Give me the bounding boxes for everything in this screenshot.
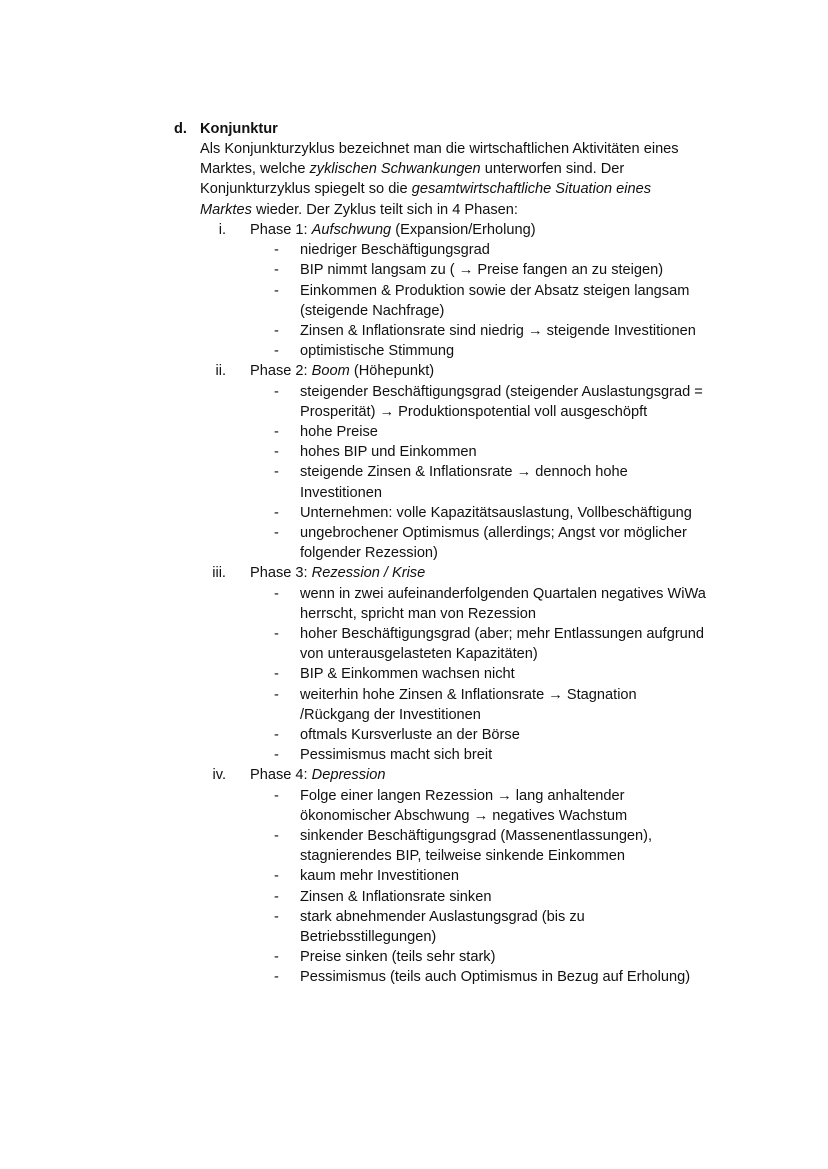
bullet-list xyxy=(200,584,760,766)
bullet-text xyxy=(300,584,760,624)
bullet-text xyxy=(300,745,760,765)
bullet-text xyxy=(300,947,760,967)
bullet-line: Pessimismus macht sich breit xyxy=(300,747,493,764)
phase-numeral: iv. xyxy=(212,767,226,784)
phase-name: Depression xyxy=(311,767,386,784)
phase-label: Phase 1: xyxy=(250,222,312,238)
phase-label: Phase 3: xyxy=(250,565,312,582)
dash-marker-icon: - xyxy=(274,787,279,804)
bullet-line: Prosperität) → Produktionspotential voll ausgeschöpft xyxy=(300,403,648,420)
dash-marker-icon: - xyxy=(274,282,279,299)
intro-emphasis: Marktes xyxy=(200,201,252,218)
bullet-item xyxy=(200,422,760,442)
bullet-text xyxy=(300,786,760,826)
dash-marker-icon: - xyxy=(274,242,279,259)
phase-title xyxy=(250,563,425,583)
bullet-line: steigender Beschäftigungsgrad (steigender Auslastungsgrad = xyxy=(300,383,703,400)
bullet-text xyxy=(300,907,760,947)
bullet-line: steigende Zinsen & Inflationsrate → dennoch hohe xyxy=(300,464,628,481)
bullet-line: weiterhin hohe Zinsen & Inflationsrate → Stagnation xyxy=(300,686,637,703)
section-letter: d. xyxy=(174,121,187,137)
intro-line: Marktes wieder. Der Zyklus teilt sich in 4 Phasen: xyxy=(200,201,518,218)
bullet-text xyxy=(300,442,760,462)
phase-numeral: iii. xyxy=(212,565,226,582)
bullet-item xyxy=(200,745,760,765)
bullet-item xyxy=(200,826,760,866)
bullet-text xyxy=(300,341,760,361)
dash-marker-icon: - xyxy=(274,323,279,339)
bullet-text xyxy=(300,281,760,321)
bullet-item xyxy=(200,281,760,321)
bullet-text xyxy=(300,321,760,341)
dash-marker-icon: - xyxy=(274,727,279,744)
bullet-text xyxy=(300,422,760,442)
bullet-list xyxy=(200,382,760,564)
intro-line: Marktes, welche zyklischen Schwankungen unterworfen sind. Der xyxy=(200,161,625,178)
phase-subtitle: (Expansion/Erholung) xyxy=(391,222,536,238)
bullet-item xyxy=(200,584,760,624)
bullet-list xyxy=(200,240,760,361)
dash-marker-icon: - xyxy=(274,888,279,905)
bullet-line: Folge einer langen Rezession → lang anhaltender xyxy=(300,787,625,804)
intro-emphasis: zyklischen Schwankungen xyxy=(309,161,481,178)
bullet-text xyxy=(300,887,760,907)
dash-marker-icon: - xyxy=(274,969,279,986)
phase-label: Phase 4: xyxy=(250,767,312,784)
phase-name: Rezession / Krise xyxy=(311,565,426,582)
bullet-text xyxy=(300,967,760,987)
bullet-line: stagnierendes BIP, teilweise sinkende Einkommen xyxy=(300,848,626,865)
bullet-line: (steigende Nachfrage) xyxy=(300,302,445,319)
bullet-item xyxy=(200,866,760,886)
bullet-item xyxy=(200,382,760,422)
section-title: Konjunktur xyxy=(200,121,278,137)
bullet-line: ökonomischer Abschwung → negatives Wachstum xyxy=(300,807,628,824)
dash-marker-icon: - xyxy=(274,626,279,643)
phase-item xyxy=(200,220,760,361)
bullet-text xyxy=(300,260,760,280)
dash-marker-icon: - xyxy=(274,525,279,542)
phase-heading xyxy=(200,563,760,583)
intro-paragraph xyxy=(200,139,740,220)
bullet-text xyxy=(300,664,760,684)
phase-item xyxy=(200,563,760,765)
bullet-item xyxy=(200,442,760,462)
bullet-item xyxy=(200,321,760,341)
dash-marker-icon: - xyxy=(274,686,279,703)
phase-title xyxy=(250,765,386,785)
bullet-line: sinkender Beschäftigungsgrad (Massenentlassungen), xyxy=(300,828,653,845)
phase-title xyxy=(250,361,434,381)
bullet-text xyxy=(300,523,760,563)
bullet-text xyxy=(300,382,760,422)
phase-item xyxy=(200,765,760,987)
bullet-line: Zinsen & Inflationsrate sinken xyxy=(300,888,492,905)
bullet-item xyxy=(200,240,760,260)
bullet-item xyxy=(200,260,760,280)
dash-marker-icon: - xyxy=(274,343,279,360)
bullet-line: hohes BIP und Einkommen xyxy=(300,444,477,461)
phase-heading xyxy=(200,361,760,381)
bullet-text xyxy=(300,624,760,664)
bullet-line: /Rückgang der Investitionen xyxy=(300,706,481,723)
dash-marker-icon: - xyxy=(274,262,279,279)
intro-line: Konjunkturzyklus spiegelt so die gesamtwirtschaftliche Situation eines xyxy=(200,181,652,198)
dash-marker-icon: - xyxy=(274,504,279,521)
phase-heading xyxy=(200,765,760,785)
bullet-text xyxy=(300,685,760,725)
bullet-item xyxy=(200,907,760,947)
bullet-line: ungebrochener Optimismus (allerdings; Angst vor möglicher xyxy=(300,525,687,542)
bullet-line: Pessimismus (teils auch Optimismus in Bezug auf Erholung) xyxy=(300,969,691,986)
dash-marker-icon: - xyxy=(274,585,279,602)
phase-label: Phase 2: xyxy=(250,363,312,380)
phase-name: Aufschwung xyxy=(311,222,392,238)
dash-marker-icon: - xyxy=(274,383,279,400)
bullet-line: stark abnehmender Auslastungsgrad (bis zu xyxy=(300,908,585,925)
bullet-line: folgender Rezession) xyxy=(300,545,438,562)
bullet-line: oftmals Kursverluste an der Börse xyxy=(300,727,520,744)
phase-heading xyxy=(200,220,760,240)
bullet-item xyxy=(200,725,760,745)
bullet-line: von unterausgelasteten Kapazitäten) xyxy=(300,646,538,663)
intro-emphasis: gesamtwirtschaftliche Situation eines xyxy=(411,181,652,198)
bullet-item xyxy=(200,967,760,987)
bullet-line: optimistische Stimmung xyxy=(300,343,455,360)
bullet-text xyxy=(300,826,760,866)
bullet-line: BIP nimmt langsam zu ( → Preise fangen an zu steigen) xyxy=(300,262,664,279)
bullet-item xyxy=(200,523,760,563)
bullet-line: Einkommen & Produktion sowie der Absatz steigen langsam xyxy=(300,282,690,299)
bullet-line: hoher Beschäftigungsgrad (aber; mehr Entlassungen aufgrund xyxy=(300,626,705,643)
bullet-text xyxy=(300,725,760,745)
phase-list xyxy=(200,220,760,988)
bullet-item xyxy=(200,341,760,361)
dash-marker-icon: - xyxy=(274,666,279,683)
bullet-text xyxy=(300,462,760,502)
bullet-item xyxy=(200,947,760,967)
bullet-item xyxy=(200,462,760,502)
bullet-line: Unternehmen: volle Kapazitätsauslastung, Vollbeschäftigung xyxy=(300,504,692,521)
dash-marker-icon: - xyxy=(274,424,279,440)
bullet-line: wenn in zwei aufeinanderfolgenden Quartalen negatives WiWa xyxy=(300,585,706,602)
bullet-line: herrscht, spricht man von Rezession xyxy=(300,605,537,622)
bullet-text xyxy=(300,240,760,260)
bullet-line: Preise sinken (teils sehr stark) xyxy=(300,949,496,966)
dash-marker-icon: - xyxy=(274,949,279,966)
phase-subtitle: (Höhepunkt) xyxy=(349,363,435,380)
bullet-line: hohe Preise xyxy=(300,424,378,440)
phase-numeral: i. xyxy=(218,222,226,238)
dash-marker-icon: - xyxy=(274,828,279,845)
phase-numeral: ii. xyxy=(215,363,226,380)
dash-marker-icon: - xyxy=(274,444,279,461)
bullet-text xyxy=(300,503,760,523)
bullet-line: kaum mehr Investitionen xyxy=(300,868,459,885)
bullet-item xyxy=(200,664,760,684)
bullet-item xyxy=(200,685,760,725)
phase-title xyxy=(250,220,536,240)
bullet-list xyxy=(200,786,760,988)
phase-name: Boom xyxy=(311,363,350,380)
dash-marker-icon: - xyxy=(274,908,279,925)
bullet-item xyxy=(200,503,760,523)
bullet-text xyxy=(300,866,760,886)
phase-item xyxy=(200,361,760,563)
intro-line: Als Konjunkturzyklus bezeichnet man die wirtschaftlichen Aktivitäten eines xyxy=(200,141,679,157)
bullet-item xyxy=(200,786,760,826)
dash-marker-icon: - xyxy=(274,868,279,885)
bullet-line: niedriger Beschäftigungsgrad xyxy=(300,242,490,259)
bullet-item xyxy=(200,887,760,907)
dash-marker-icon: - xyxy=(274,747,279,764)
dash-marker-icon: - xyxy=(274,464,279,481)
bullet-line: Betriebsstillegungen) xyxy=(300,929,437,946)
bullet-line: BIP & Einkommen wachsen nicht xyxy=(300,666,515,683)
bullet-line: Investitionen xyxy=(300,484,382,501)
bullet-line: Zinsen & Inflationsrate sind niedrig → steigende Investitionen xyxy=(300,323,696,339)
bullet-item xyxy=(200,624,760,664)
